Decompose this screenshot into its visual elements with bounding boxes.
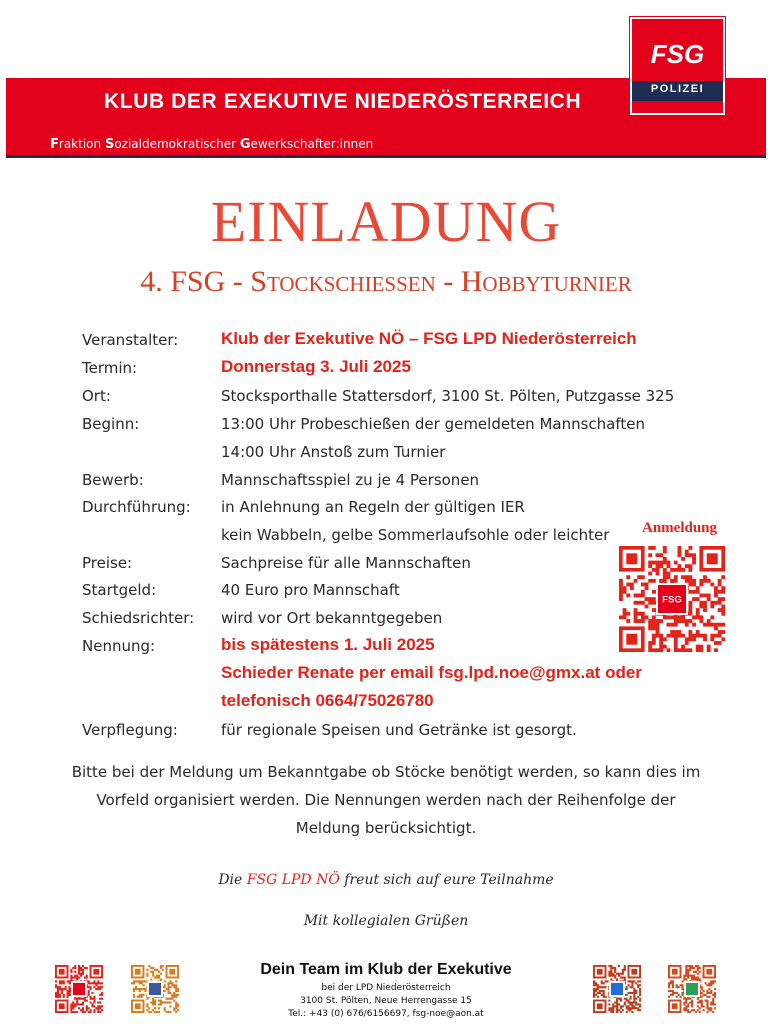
detail-value: wird vor Ort bekanntgegeben <box>221 609 443 627</box>
detail-value: Klub der Exekutive NÖ – FSG LPD Niederösterreich <box>221 329 637 348</box>
fsg-polizei-logo <box>630 17 725 115</box>
footer-qr-fsg[interactable] <box>55 965 103 1013</box>
footer-contact: Tel.: +43 (0) 676/6156697, fsg-noe@aon.at <box>288 1009 484 1019</box>
note-line: Meldung berücksichtigt. <box>295 819 477 837</box>
detail-value: 13:00 Uhr Probeschießen der gemeldeten Mannschaften <box>221 415 645 433</box>
detail-label: Veranstalter: <box>82 331 179 349</box>
subline-initial: G <box>239 137 251 152</box>
closing-prefix: Die <box>218 872 247 888</box>
detail-label: Verpflegung: <box>82 721 178 739</box>
detail-label: Durchführung: <box>82 498 191 516</box>
note-line: Bitte bei der Meldung um Bekanntgabe ob Stöcke benötigt werden, so kann dies im <box>71 763 701 781</box>
detail-value: für regionale Speisen und Getränke ist gesorgt. <box>221 721 577 739</box>
footer-qr-playstore[interactable] <box>668 965 716 1013</box>
subline-word: ewerkschafter:innen <box>250 137 374 151</box>
detail-label: Startgeld: <box>82 581 157 599</box>
note-paragraph <box>70 758 702 842</box>
footer-title: Dein Team im Klub der Exekutive <box>260 961 512 978</box>
detail-value: telefonisch 0664/75026780 <box>221 691 434 710</box>
detail-value: Stocksporthalle Stattersdorf, 3100 St. Pölten, Putzgasse 325 <box>221 387 675 405</box>
event-subtitle: 4. FSG - Stockschiessen - Hobbyturnier <box>140 265 632 298</box>
detail-value: Sachpreise für alle Mannschaften <box>221 554 471 572</box>
closing-line <box>0 872 772 888</box>
detail-label: Nennung: <box>82 637 156 655</box>
note-line: Vorfeld organisiert werden. Die Nennungen werden nach der Reihenfolge der <box>96 791 676 809</box>
registration-label: Anmeldung <box>642 520 718 536</box>
footer-qr-appstore[interactable] <box>593 965 641 1013</box>
fraction-subline <box>50 137 373 152</box>
detail-value: in Anlehnung an Regeln der gültigen IER <box>221 498 525 516</box>
svg-text:FSG: FSG <box>662 594 682 606</box>
footer-line-1: bei der LPD Niederösterreich <box>321 983 451 993</box>
subline-initial: F <box>50 137 59 152</box>
logo-subtext: POLIZEI <box>650 83 705 95</box>
detail-value: Mannschaftsspiel zu je 4 Personen <box>221 471 480 489</box>
subline-initial: S <box>104 137 115 152</box>
closing-highlight: FSG LPD NÖ <box>246 872 340 888</box>
detail-label: Schiedsrichter: <box>82 609 195 627</box>
closing-suffix: freut sich auf eure Teilnahme <box>339 872 554 888</box>
detail-value: Schieder Renate per email fsg.lpd.noe@gmx.at oder <box>221 663 642 682</box>
detail-label: Bewerb: <box>82 471 144 489</box>
footer-address: 3100 St. Pölten, Neue Herrengasse 15 <box>300 996 472 1006</box>
logo-text: FSG <box>650 39 705 69</box>
detail-value: kein Wabbeln, gelbe Sommerlaufsohle oder leichter <box>221 526 610 544</box>
detail-value: bis spätestens 1. Juli 2025 <box>221 635 435 654</box>
page-title: EINLADUNG <box>210 189 562 254</box>
detail-value: 14:00 Uhr Anstoß zum Turnier <box>221 443 446 461</box>
greeting: Mit kollegialen Grüßen <box>303 913 469 929</box>
club-title: KLUB DER EXEKUTIVE NIEDERÖSTERREICH <box>104 90 582 113</box>
detail-label: Ort: <box>82 387 111 405</box>
detail-label: Beginn: <box>82 415 140 433</box>
detail-value: Donnerstag 3. Juli 2025 <box>221 357 411 376</box>
subline-word: ozialdemokratischer <box>114 137 240 151</box>
subline-word: raktion <box>58 137 105 151</box>
footer-qr-facebook[interactable] <box>131 965 179 1013</box>
detail-label: Preise: <box>82 554 133 572</box>
registration-qr-code[interactable] <box>619 546 725 652</box>
detail-label: Termin: <box>82 359 138 377</box>
detail-value: 40 Euro pro Mannschaft <box>221 581 400 599</box>
